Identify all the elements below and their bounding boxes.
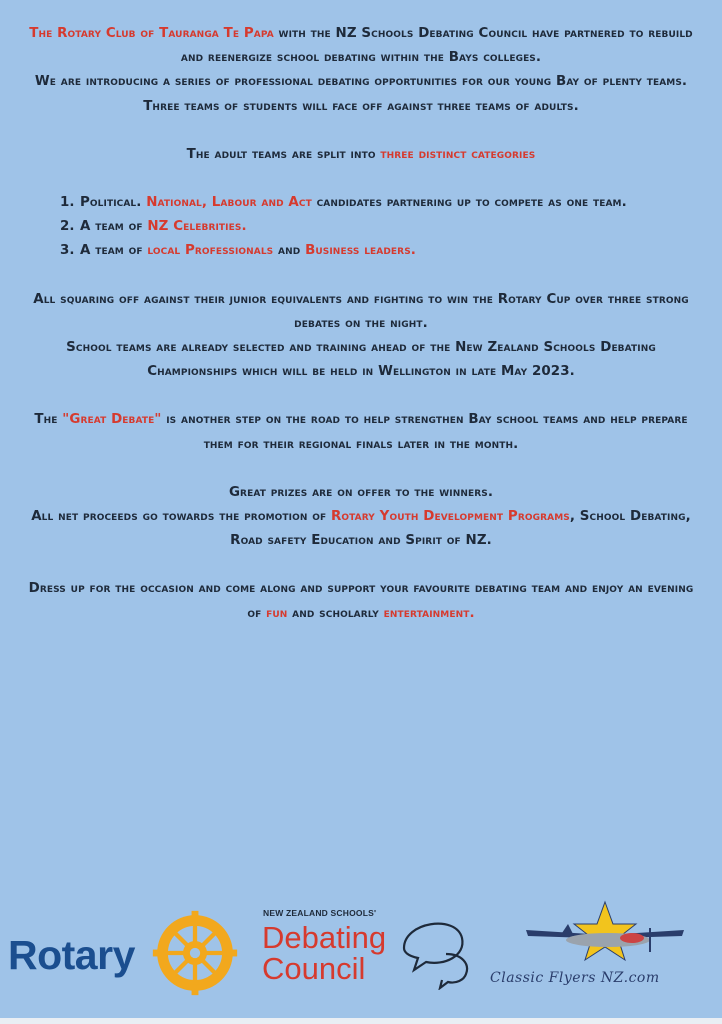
category-item-celebrities: 2. A team of NZ Celebrities.: [60, 219, 247, 235]
intro-line-3: Three teams of students will face off against three teams of adults.: [143, 98, 579, 114]
sponsor-logos: [0, 900, 722, 1024]
great-debate-highlight: "Great Debate": [62, 412, 162, 428]
intro-line-1: with the NZ Schools Debating Council have partnered to rebuild and reenergize school debating within the Bays colleges.: [180, 26, 693, 66]
classic-flyers-wordmark: Classic Flyers NZ.com: [490, 970, 660, 986]
flyer-body: [20, 22, 702, 626]
category-item-political: 1. Political. National, Labour and Act candidates partnering up to compete as one team.: [60, 195, 627, 211]
categories-highlight: three distinct categories: [380, 146, 536, 162]
rotary-wordmark: Rotary: [8, 932, 135, 978]
category-list: [20, 191, 702, 264]
dress-up-paragraph: Dress up for the occasion and come along and support your favourite debating team and enjoy an evening of fun and scholarly entertainment.: [28, 581, 694, 621]
categories-intro: The adult teams are split into three distinct categories: [186, 146, 536, 162]
ndc-wordmark: Debating Council: [262, 920, 387, 986]
para2-line-2: School teams are already selected and training ahead of the New Zealand Schools Debating Championships which will be held in Wellington in late May 2023.: [66, 340, 656, 380]
rotary-wheel-icon: [152, 910, 238, 996]
bottom-strip: [0, 1018, 722, 1024]
youth-programs-highlight: Rotary Youth Development Programs: [330, 509, 570, 525]
proceeds-line: All net proceeds go towards the promotion of Rotary Youth Development Programs, School Debating, Road safety Education and Spirit of NZ.: [31, 509, 691, 549]
prizes-line: Great prizes are on offer to the winners.: [228, 484, 494, 500]
speech-bubbles-icon: [396, 908, 476, 990]
great-debate-paragraph: The "Great Debate" is another step on the road to help strengthen Bay school teams and help prepare them for their regional finals later in the month.: [34, 412, 688, 452]
category-item-professionals: 3. A team of local Professionals and Business leaders.: [60, 243, 416, 259]
intro-line-2: We are introducing a series of professional debating opportunities for our young Bay of plenty teams.: [34, 74, 688, 90]
rotary-club-name: The Rotary Club of Tauranga Te Papa: [29, 26, 274, 41]
intro-paragraph: [20, 22, 702, 70]
para2-line-1: All squaring off against their junior equivalents and fighting to win the Rotary Cup over three strong debates on the night.: [33, 291, 689, 331]
ndc-small-heading: NEW ZEALAND SCHOOLS': [263, 908, 377, 918]
classic-flyers-plane-icon: [520, 900, 690, 968]
